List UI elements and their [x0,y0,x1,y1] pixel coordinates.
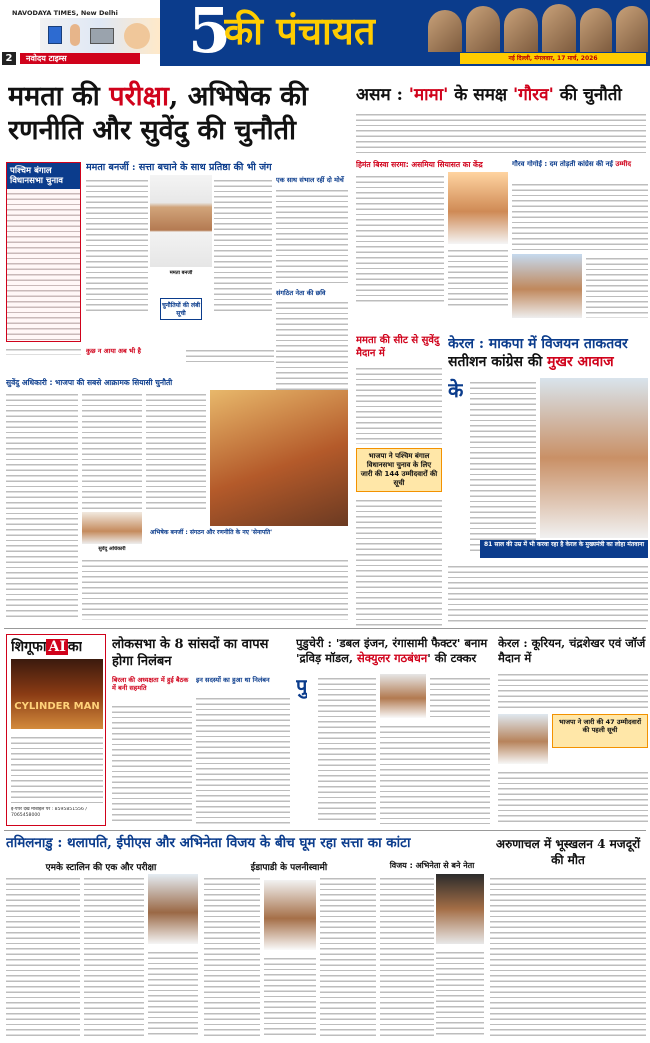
tn-headline: तमिलनाडु : थलापति, ईपीएस और अभिनेता विजय के बीच घूम रहा सत्ता का कांटा [6,835,411,851]
wb-headline-part2: , अभिषेक की रणनीति और सुवेंदु की चुनौती [8,81,308,146]
assam-intro [356,110,646,156]
himanta-photo [448,172,508,244]
pud-pre: पुडुचेरी : 'डबल इंजन, रंगासामी फैक्टर' बनाम 'द्रविड़ मॉडल, [296,636,488,665]
election-collage [40,18,160,54]
tn-col2-text [320,874,376,1038]
paper-name: नवोदय टाइम्स [20,53,140,64]
kerala-headline1: केरल : माकपा में विजयन ताकतवर [448,336,628,352]
hand-icon [124,23,150,49]
kerala-side-title: ममता की सीट से सुवेंदु मैदान में [356,335,440,359]
ls-text [196,694,290,824]
tn-col2-title: ईडापाडी के पलनीस्वामी [250,863,328,873]
leader-photo [542,4,576,52]
tn-col1-title: एमके स्टालिन की एक और परीक्षा [45,863,157,873]
tn-col3-text [380,874,434,1038]
assam-pre: असम : [356,85,409,105]
evm-icon [90,28,114,44]
wb-column-text [86,176,148,311]
masthead [0,0,650,66]
stalin-photo [148,874,198,944]
kerala-side-text [356,496,442,626]
wb-sub-leader: संगठित नेता की छवि [276,289,326,297]
assam-mid: के समक्ष [448,85,513,105]
title-banner [160,0,650,66]
kerala-image-caption: 81 साल की उम्र में भी करवा रहा है केरल के मुख्यमंत्री का लोहा मंतवाना [480,540,648,558]
tn-col3-text [436,948,484,1038]
kerala-text [470,378,536,553]
mamata-photo [150,175,212,267]
voting-finger-icon [70,24,80,46]
wb-sub-mamata: ममता बनर्जी : सत्ता बचाने के साथ प्रतिष्ठा की भी जंग [86,162,272,173]
assam-red1: 'मामा' [408,85,449,105]
pud-drop-cap: पु [296,674,308,698]
dateline: नई दिल्ली, मंगलवार, 17 मार्च, 2026 [460,53,646,64]
ls-bullet2: इन सदस्यों का हुआ था निलंबन [196,676,270,684]
cylinder-man-image [11,659,103,729]
palaniswami-photo [264,880,316,950]
kerala2-photo [498,714,548,764]
wb-box-title: पश्चिम बंगाल विधानसभा चुनाव [7,163,80,189]
wb-sub-suvendu: सुवेंदु अधिकारी : भाजपा की सबसे आक्रामक सियासी चुनौती [6,378,173,387]
assam-red2: 'गौरव' [513,85,554,105]
wb-box-body [7,189,80,342]
assam-post: की चुनौती [553,85,622,105]
wb-column-text [276,186,348,286]
divider [4,830,646,831]
wb-caption-box: चुनौतियों की लंबी सूची [160,298,202,320]
leader-photo [504,8,538,52]
wb-suvendu-text [6,390,78,620]
pud-post: ' की टक्कर [427,651,477,665]
shigufa-title [11,637,82,656]
wb-headline-part1: ममता की [8,81,110,112]
vijay-photo [436,874,484,944]
kerala-drop-cap: के [448,378,464,402]
assam-col1-title: हिमंत बिस्वा सरमा: असमिया सियासत का केंद्र [356,160,483,169]
kerala2-text [498,670,648,710]
rally-photo [210,390,348,526]
page-number: 2 [2,52,16,65]
tn-col1-text [6,874,80,1038]
suvendu-photo [82,512,142,544]
shigufa-ai: AI [48,639,66,655]
leader-photo [616,6,648,52]
shigufa-suffix: का [67,639,83,655]
wb-lower-text [6,345,81,355]
bjp-list-box: भाजपा ने पश्चिम बंगाल विधानसभा चुनाव के लिए जारी की 144 उम्मीदवारों की सूची [356,448,442,492]
wb-suvendu-text [146,390,206,510]
kerala2-box: भाजपा ने जारी की 47 उम्मीदवारों की पहली सूची [552,714,648,748]
rally-caption: अभिषेक बनर्जी : संगठन और रणनीति के नए 'सेनापति' [150,529,273,536]
leader-photo [580,8,612,52]
shigufa-word: शिगूफा [11,639,47,655]
shigufa-box [6,634,106,826]
brand-strip [0,0,160,66]
kerala2-headline: केरल : कूरियन, चंद्रशेखर एवं जॉर्ज मैदान में [498,636,646,665]
mamata-caption: ममता बनर्जी [169,270,193,276]
kerala2-text [498,768,648,824]
cylinder-man-text: CYLINDER MAN [14,701,100,712]
wb-column-text [214,176,272,311]
assam-col2-title-hl: उम्मीद [615,160,632,168]
wb-suvendu-text [82,390,142,510]
tn-col2-text [264,954,316,1038]
tn-col3-title: विजय : अभिनेता से बने नेता [389,861,475,870]
brand-name: NAVODAYA TIMES, New Delhi [12,9,118,17]
assam-col1-text [448,246,508,306]
wb-info-box [6,162,81,342]
assam-col2-text [512,180,648,250]
ls-bullet1: बिरला की अध्यक्षता में हुई बैठक में बनी सहमति [112,676,189,692]
wb-sub-two-fronts: एक साथ संभाल रहीं दो मोर्चे [276,176,344,184]
wb-lower-text [186,346,274,366]
pud-text [430,674,490,720]
wb-suvendu-text [82,556,348,620]
leader-collage [428,4,648,52]
kerala-h2-pre: सतीशन कांग्रेस की [448,354,548,370]
suvendu-name: सुवेंदु अधिकारी [98,546,126,552]
gaurav-photo [512,254,582,318]
pud-text [380,722,490,824]
kerala-h2-red: मुखर आवाज [547,354,614,370]
leader-photo [466,6,500,52]
tn-col1-text [84,874,144,1038]
rangasamy-photo [380,674,426,718]
shigufa-text [11,733,103,803]
assam-col2-title [512,160,648,169]
pud-text [318,674,376,824]
kerala-side-text [356,364,442,444]
divider [4,628,646,629]
leader-photo [428,10,462,52]
wb-headline-red: परीक्षा [109,81,169,112]
wb-quote: कुछ न आया अब भी है [86,347,141,355]
assam-col2-title-text: गौरव गोगोई : दम तोड़ती कांग्रेस की नई [512,160,616,168]
ballot-box-icon [48,26,62,44]
arunachal-headline: अरुणाचल में भूस्खलन 4 मजदूरों की मौत [495,837,641,867]
pud-headline [296,636,492,666]
pud-hl: सेक्युलर गठबंधन [356,651,428,665]
wb-headline [8,80,348,152]
title-text: की पंचायत [224,8,376,53]
ls-text [112,702,192,824]
kerala-headline2 [448,352,648,371]
assam-col2-text [586,254,648,318]
tn-col1-text [148,948,198,1038]
vijayan-photo [540,378,648,538]
tn-col2-text [204,874,260,1038]
kerala-text [448,562,648,624]
assam-headline [356,84,648,106]
assam-col1-text [356,172,444,302]
arunachal-text [490,874,646,1038]
ls-headline: लोकसभा के 8 सांसदों का वापस होगा निलंबन [112,637,269,669]
epaper-phone: ई-पेपर देखें मोबाइल पर : 8595851556 / 7065458000 [11,807,87,818]
title-number: 5 [188,0,232,66]
